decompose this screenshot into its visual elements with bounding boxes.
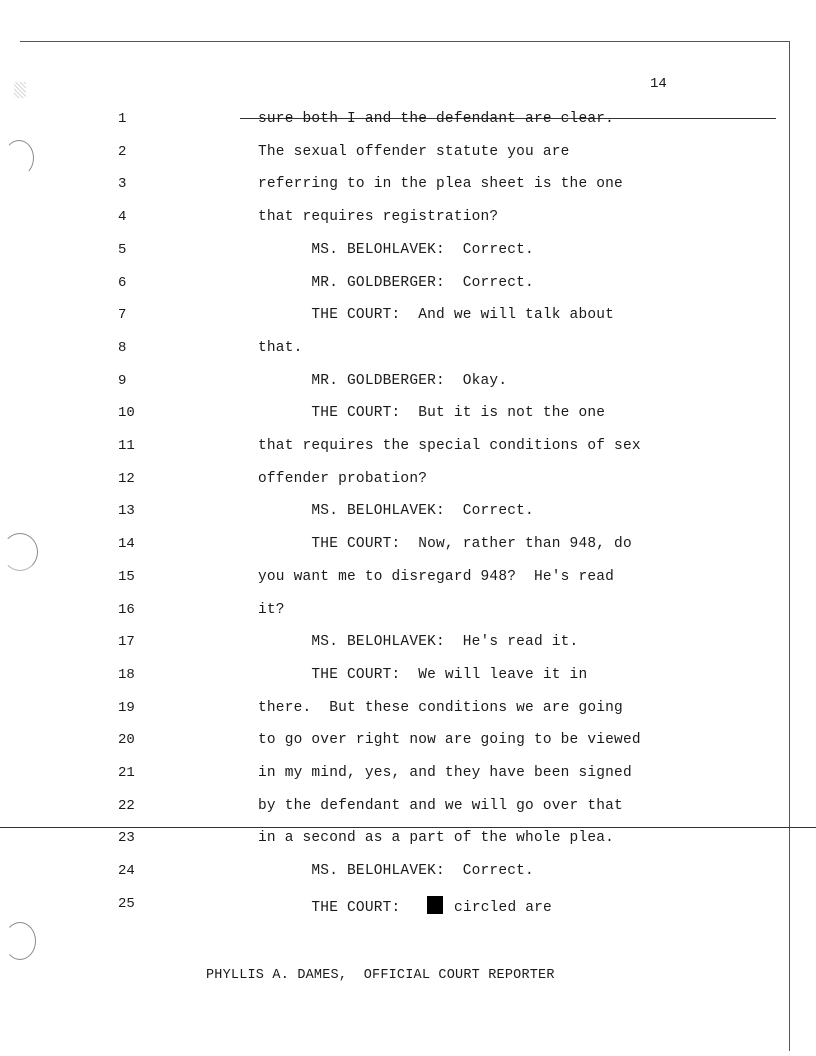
transcript-line: [0, 700, 780, 734]
line-text-content: that.: [258, 339, 303, 356]
line-text-content: it?: [258, 601, 285, 618]
transcript-line: [0, 471, 780, 505]
transcript-line: [0, 307, 780, 341]
line-number: 16: [118, 601, 135, 618]
line-text: [258, 536, 632, 552]
line-text-content: offender probation?: [258, 470, 428, 487]
line-number: 19: [118, 699, 135, 716]
line-text-content: that requires the special conditions of sex: [258, 438, 641, 454]
line-text-content: referring to in the plea sheet is the one: [258, 176, 623, 193]
line-number: 3: [118, 176, 127, 193]
line-text: [258, 700, 623, 716]
page-number: 14: [650, 76, 667, 92]
top-border-line: [20, 41, 790, 42]
transcript-line: [0, 176, 780, 210]
line-text: [258, 830, 614, 846]
line-text: [258, 373, 507, 389]
line-number: 15: [118, 568, 135, 585]
transcript-line: [0, 405, 780, 439]
transcript-line: [0, 765, 780, 799]
line-text-content: MS. BELOHLAVEK: He's read it.: [258, 634, 579, 651]
line-number: 25: [118, 895, 135, 912]
transcript-line: [0, 144, 780, 178]
line-text-content: MR. GOLDBERGER: Okay.: [258, 372, 508, 389]
line-text: [258, 471, 427, 487]
line-number: 24: [118, 863, 135, 880]
line-text: [258, 765, 632, 781]
scan-smudge: [14, 82, 26, 98]
transcript-line: [0, 634, 780, 668]
line-text: [258, 340, 303, 356]
line-text: [258, 275, 534, 291]
line-text-content: MS. BELOHLAVEK: Correct.: [258, 241, 534, 258]
line-text-content: MS. BELOHLAVEK: Correct.: [258, 863, 534, 880]
line-text-content: in my mind, yes, and they have been signed: [258, 765, 632, 781]
line-text-content: sure both I and the defendant are clear.: [258, 111, 615, 127]
line-text-content: THE COURT: And we will talk about: [258, 307, 615, 324]
line-text-content: by the defendant and we will go over that: [258, 797, 623, 814]
transcript-line: [0, 209, 780, 243]
line-number: 9: [118, 372, 127, 389]
transcript-line: [0, 242, 780, 276]
line-text: [258, 602, 285, 618]
line-number: 20: [118, 732, 135, 749]
line-text: [258, 242, 534, 258]
line-number: 23: [118, 830, 135, 847]
line-text: [258, 503, 534, 519]
line-text: [258, 667, 587, 683]
transcript-line: [0, 275, 780, 309]
right-margin-line: [789, 41, 790, 1051]
line-number: 1: [118, 111, 127, 127]
line-number: 14: [118, 536, 135, 553]
line-text-content: there. But these conditions we are going: [258, 699, 623, 716]
line-text: [258, 307, 614, 323]
line-text-after-redaction: circled are: [445, 899, 552, 916]
line-number: 8: [118, 339, 127, 356]
transcript-line: [0, 503, 780, 537]
transcript-line: [0, 732, 780, 766]
line-text-content: THE COURT: But it is not the one: [258, 405, 606, 422]
transcript-line: [0, 863, 780, 897]
line-text-content: that requires registration?: [258, 209, 499, 226]
line-number: 13: [118, 503, 135, 520]
transcript-line: [0, 830, 780, 864]
line-text-content: in a second as a part of the whole plea.: [258, 830, 615, 847]
line-number: 5: [118, 241, 127, 258]
line-number: 21: [118, 765, 135, 781]
line-number: 22: [118, 797, 135, 814]
transcript-line: [0, 569, 780, 603]
line-text-content: The sexual offender statute you are: [258, 143, 570, 160]
line-text: [258, 209, 498, 225]
line-number: 18: [118, 666, 135, 683]
transcript-line: [0, 602, 780, 636]
line-number: 4: [118, 209, 127, 226]
line-number: 12: [118, 470, 135, 487]
line-text: [258, 798, 623, 814]
transcript-line: [0, 896, 780, 930]
line-number: 11: [118, 438, 135, 454]
line-text: [258, 144, 570, 160]
line-number: 6: [118, 274, 127, 291]
line-text: [258, 405, 605, 421]
line-text-content: THE COURT: Now, rather than 948, do: [258, 536, 632, 553]
line-text: [258, 438, 641, 454]
line-text: [258, 896, 552, 916]
line-text-content: THE COURT:: [258, 899, 428, 916]
line-number: 7: [118, 307, 127, 324]
line-text-content: MS. BELOHLAVEK: Correct.: [258, 503, 534, 520]
line-text-content: MR. GOLDBERGER: Correct.: [258, 274, 534, 291]
court-reporter-footer: PHYLLIS A. DAMES, OFFICIAL COURT REPORTER: [206, 968, 555, 983]
transcript-line: [0, 340, 780, 374]
line-text: [258, 176, 623, 192]
transcript-line: [0, 373, 780, 407]
line-text: [258, 863, 534, 879]
line-text: [258, 111, 614, 127]
line-text: [258, 569, 614, 585]
transcript-line: [0, 667, 780, 701]
transcript-line: [0, 111, 780, 145]
transcript-line: [0, 536, 780, 570]
transcript-line: [0, 438, 780, 472]
redaction-block: [427, 896, 443, 914]
line-text: [258, 732, 641, 748]
line-number: 17: [118, 634, 135, 651]
line-text-content: to go over right now are going to be viewed: [258, 732, 641, 749]
line-text-content: THE COURT: We will leave it in: [258, 666, 588, 683]
line-number: 10: [118, 405, 135, 422]
transcript-line: [0, 798, 780, 832]
line-text-content: you want me to disregard 948? He's read: [258, 568, 615, 585]
line-text: [258, 634, 578, 650]
line-number: 2: [118, 143, 127, 160]
